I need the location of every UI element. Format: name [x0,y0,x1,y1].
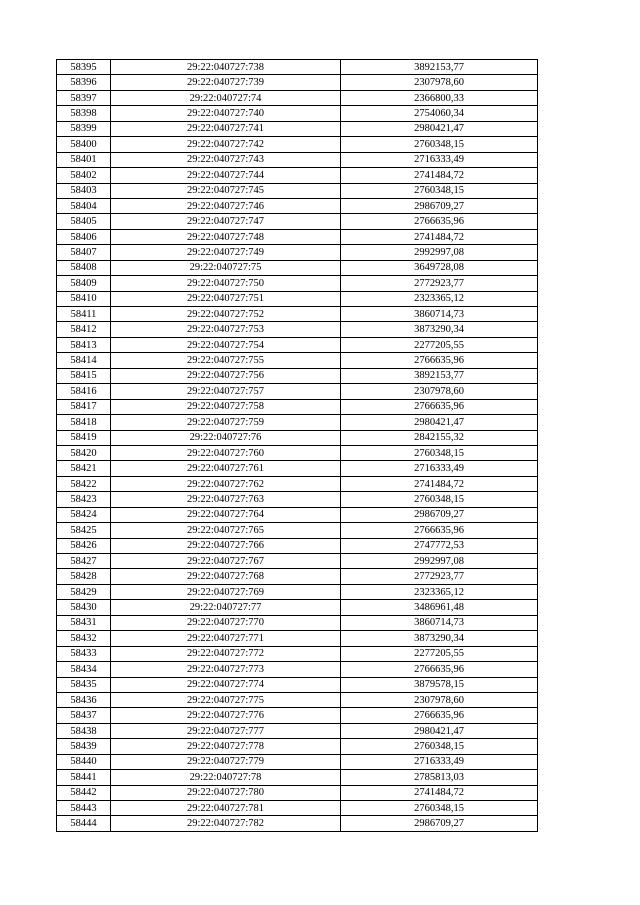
table-row [57,307,538,322]
table-row [57,476,538,491]
table-row [57,631,538,646]
cadastral-number-cell: 29:22:040727:775 [111,692,341,707]
cadastral-number-cell: 29:22:040727:774 [111,677,341,692]
row-number-cell: 58403 [57,183,111,198]
cadastral-value-cell: 3486961,48 [341,600,538,615]
row-number-cell: 58414 [57,353,111,368]
table-row [57,183,538,198]
row-number-cell: 58409 [57,276,111,291]
row-number-cell: 58421 [57,461,111,476]
cadastral-number-cell: 29:22:040727:767 [111,554,341,569]
cadastral-number-cell: 29:22:040727:750 [111,276,341,291]
cadastral-value-cell: 2980421,47 [341,415,538,430]
row-number-cell: 58428 [57,569,111,584]
cadastral-value-cell: 2766635,96 [341,214,538,229]
cadastral-number-cell: 29:22:040727:74 [111,90,341,105]
cadastral-value-cell: 2323365,12 [341,584,538,599]
cadastral-number-cell: 29:22:040727:743 [111,152,341,167]
row-number-cell: 58405 [57,214,111,229]
cadastral-value-cell: 2785813,03 [341,770,538,785]
cadastral-value-cell: 2323365,12 [341,291,538,306]
table-row [57,168,538,183]
cadastral-value-cell: 2741484,72 [341,785,538,800]
row-number-cell: 58443 [57,801,111,816]
cadastral-number-cell: 29:22:040727:754 [111,337,341,352]
table-row [57,600,538,615]
row-number-cell: 58408 [57,260,111,275]
row-number-cell: 58401 [57,152,111,167]
cadastral-value-cell: 2716333,49 [341,152,538,167]
cadastral-value-cell: 2766635,96 [341,662,538,677]
table-row [57,152,538,167]
row-number-cell: 58424 [57,507,111,522]
cadastral-number-cell: 29:22:040727:747 [111,214,341,229]
cadastral-number-cell: 29:22:040727:738 [111,60,341,75]
row-number-cell: 58437 [57,708,111,723]
row-number-cell: 58395 [57,60,111,75]
table-row [57,615,538,630]
cadastral-number-cell: 29:22:040727:777 [111,723,341,738]
row-number-cell: 58417 [57,399,111,414]
cadastral-value-cell: 2760348,15 [341,445,538,460]
table-row [57,229,538,244]
table-row [57,770,538,785]
cadastral-value-cell: 2992997,08 [341,554,538,569]
cadastral-number-cell: 29:22:040727:763 [111,492,341,507]
table-row [57,785,538,800]
cadastral-value-cell: 2986709,27 [341,816,538,831]
cadastral-value-cell: 2760348,15 [341,801,538,816]
cadastral-value-cell: 2307978,60 [341,692,538,707]
cadastral-value-cell: 2741484,72 [341,476,538,491]
row-number-cell: 58420 [57,445,111,460]
cadastral-number-cell: 29:22:040727:759 [111,415,341,430]
row-number-cell: 58412 [57,322,111,337]
cadastral-value-cell: 2772923,77 [341,276,538,291]
cadastral-value-cell: 3860714,73 [341,615,538,630]
table-row [57,399,538,414]
table-row [57,121,538,136]
cadastral-value-cell: 2277205,55 [341,646,538,661]
cadastral-value-cell: 2842155,32 [341,430,538,445]
row-number-cell: 58422 [57,476,111,491]
row-number-cell: 58434 [57,662,111,677]
table-row [57,461,538,476]
cadastral-number-cell: 29:22:040727:745 [111,183,341,198]
cadastral-number-cell: 29:22:040727:769 [111,584,341,599]
cadastral-number-cell: 29:22:040727:756 [111,368,341,383]
table-row [57,723,538,738]
table-row [57,692,538,707]
cadastral-value-cell: 2766635,96 [341,353,538,368]
cadastral-value-cell: 2716333,49 [341,754,538,769]
cadastral-number-cell: 29:22:040727:757 [111,384,341,399]
cadastral-number-cell: 29:22:040727:765 [111,523,341,538]
table-row [57,368,538,383]
cadastral-number-cell: 29:22:040727:75 [111,260,341,275]
cadastral-value-cell: 2277205,55 [341,337,538,352]
cadastral-value-cell: 2766635,96 [341,399,538,414]
table-row [57,801,538,816]
row-number-cell: 58407 [57,245,111,260]
table-row [57,708,538,723]
row-number-cell: 58406 [57,229,111,244]
cadastral-value-cell: 2741484,72 [341,229,538,244]
row-number-cell: 58429 [57,584,111,599]
table-row [57,353,538,368]
cadastral-number-cell: 29:22:040727:758 [111,399,341,414]
cadastral-number-cell: 29:22:040727:752 [111,307,341,322]
cadastral-value-cell: 2772923,77 [341,569,538,584]
row-number-cell: 58400 [57,137,111,152]
row-number-cell: 58426 [57,538,111,553]
cadastral-number-cell: 29:22:040727:76 [111,430,341,445]
cadastral-number-cell: 29:22:040727:770 [111,615,341,630]
cadastral-number-cell: 29:22:040727:755 [111,353,341,368]
table-row [57,245,538,260]
table-row [57,754,538,769]
cadastral-number-cell: 29:22:040727:740 [111,106,341,121]
table-row [57,445,538,460]
cadastral-value-cell: 3879578,15 [341,677,538,692]
cadastral-number-cell: 29:22:040727:748 [111,229,341,244]
cadastral-number-cell: 29:22:040727:761 [111,461,341,476]
cadastral-value-cell: 2741484,72 [341,168,538,183]
row-number-cell: 58397 [57,90,111,105]
row-number-cell: 58427 [57,554,111,569]
cadastral-number-cell: 29:22:040727:780 [111,785,341,800]
table-row [57,569,538,584]
table-row [57,322,538,337]
table-row [57,337,538,352]
cadastral-number-cell: 29:22:040727:776 [111,708,341,723]
row-number-cell: 58436 [57,692,111,707]
row-number-cell: 58416 [57,384,111,399]
row-number-cell: 58440 [57,754,111,769]
cadastral-number-cell: 29:22:040727:739 [111,75,341,90]
cadastral-value-cell: 2986709,27 [341,198,538,213]
cadastral-number-cell: 29:22:040727:753 [111,322,341,337]
cadastral-value-cell: 2980421,47 [341,121,538,136]
cadastral-value-cell: 2754060,34 [341,106,538,121]
row-number-cell: 58399 [57,121,111,136]
cadastral-number-cell: 29:22:040727:744 [111,168,341,183]
table-row [57,214,538,229]
table-body [57,60,538,832]
cadastral-value-cell: 2760348,15 [341,739,538,754]
cadastral-number-cell: 29:22:040727:762 [111,476,341,491]
cadastral-value-cell: 2760348,15 [341,137,538,152]
table-row [57,538,538,553]
cadastral-number-cell: 29:22:040727:764 [111,507,341,522]
table-row [57,492,538,507]
table-row [57,554,538,569]
cadastral-number-cell: 29:22:040727:771 [111,631,341,646]
cadastral-number-cell: 29:22:040727:749 [111,245,341,260]
row-number-cell: 58441 [57,770,111,785]
table-row [57,384,538,399]
table-row [57,276,538,291]
row-number-cell: 58404 [57,198,111,213]
cadastral-value-cell: 2716333,49 [341,461,538,476]
cadastral-value-cell: 2307978,60 [341,384,538,399]
cadastral-value-cell: 2760348,15 [341,183,538,198]
table-row [57,646,538,661]
table-row [57,260,538,275]
row-number-cell: 58431 [57,615,111,630]
cadastral-value-cell: 2766635,96 [341,523,538,538]
row-number-cell: 58423 [57,492,111,507]
cadastral-value-cell: 3892153,77 [341,368,538,383]
row-number-cell: 58413 [57,337,111,352]
cadastral-number-cell: 29:22:040727:782 [111,816,341,831]
cadastral-number-cell: 29:22:040727:78 [111,770,341,785]
table-row [57,415,538,430]
row-number-cell: 58444 [57,816,111,831]
table-row [57,584,538,599]
table-row [57,507,538,522]
row-number-cell: 58418 [57,415,111,430]
cadastral-number-cell: 29:22:040727:773 [111,662,341,677]
cadastral-number-cell: 29:22:040727:77 [111,600,341,615]
row-number-cell: 58415 [57,368,111,383]
cadastral-value-cell: 2366800,33 [341,90,538,105]
table-row [57,816,538,831]
cadastral-value-table [56,59,538,832]
cadastral-value-cell: 2986709,27 [341,507,538,522]
table-row [57,75,538,90]
row-number-cell: 58433 [57,646,111,661]
cadastral-value-cell: 3873290,34 [341,631,538,646]
cadastral-value-cell: 2980421,47 [341,723,538,738]
row-number-cell: 58398 [57,106,111,121]
table-row [57,523,538,538]
row-number-cell: 58411 [57,307,111,322]
cadastral-value-cell: 3873290,34 [341,322,538,337]
row-number-cell: 58396 [57,75,111,90]
cadastral-number-cell: 29:22:040727:768 [111,569,341,584]
cadastral-value-cell: 3892153,77 [341,60,538,75]
table-row [57,677,538,692]
table-row [57,137,538,152]
row-number-cell: 58435 [57,677,111,692]
table-row [57,198,538,213]
row-number-cell: 58439 [57,739,111,754]
table-row [57,662,538,677]
cadastral-value-cell: 2747772,53 [341,538,538,553]
table-row [57,739,538,754]
cadastral-value-cell: 2760348,15 [341,492,538,507]
table-row [57,106,538,121]
table-row [57,291,538,306]
row-number-cell: 58425 [57,523,111,538]
cadastral-value-cell: 2766635,96 [341,708,538,723]
table-row [57,430,538,445]
cadastral-number-cell: 29:22:040727:778 [111,739,341,754]
cadastral-number-cell: 29:22:040727:766 [111,538,341,553]
cadastral-value-cell: 2307978,60 [341,75,538,90]
row-number-cell: 58410 [57,291,111,306]
table-row [57,90,538,105]
row-number-cell: 58432 [57,631,111,646]
cadastral-number-cell: 29:22:040727:781 [111,801,341,816]
cadastral-value-cell: 3649728,08 [341,260,538,275]
cadastral-number-cell: 29:22:040727:741 [111,121,341,136]
cadastral-number-cell: 29:22:040727:772 [111,646,341,661]
table-row [57,60,538,75]
cadastral-number-cell: 29:22:040727:746 [111,198,341,213]
row-number-cell: 58442 [57,785,111,800]
row-number-cell: 58419 [57,430,111,445]
cadastral-number-cell: 29:22:040727:751 [111,291,341,306]
cadastral-number-cell: 29:22:040727:760 [111,445,341,460]
cadastral-number-cell: 29:22:040727:742 [111,137,341,152]
cadastral-number-cell: 29:22:040727:779 [111,754,341,769]
row-number-cell: 58430 [57,600,111,615]
row-number-cell: 58438 [57,723,111,738]
cadastral-value-cell: 3860714,73 [341,307,538,322]
row-number-cell: 58402 [57,168,111,183]
cadastral-value-cell: 2992997,08 [341,245,538,260]
